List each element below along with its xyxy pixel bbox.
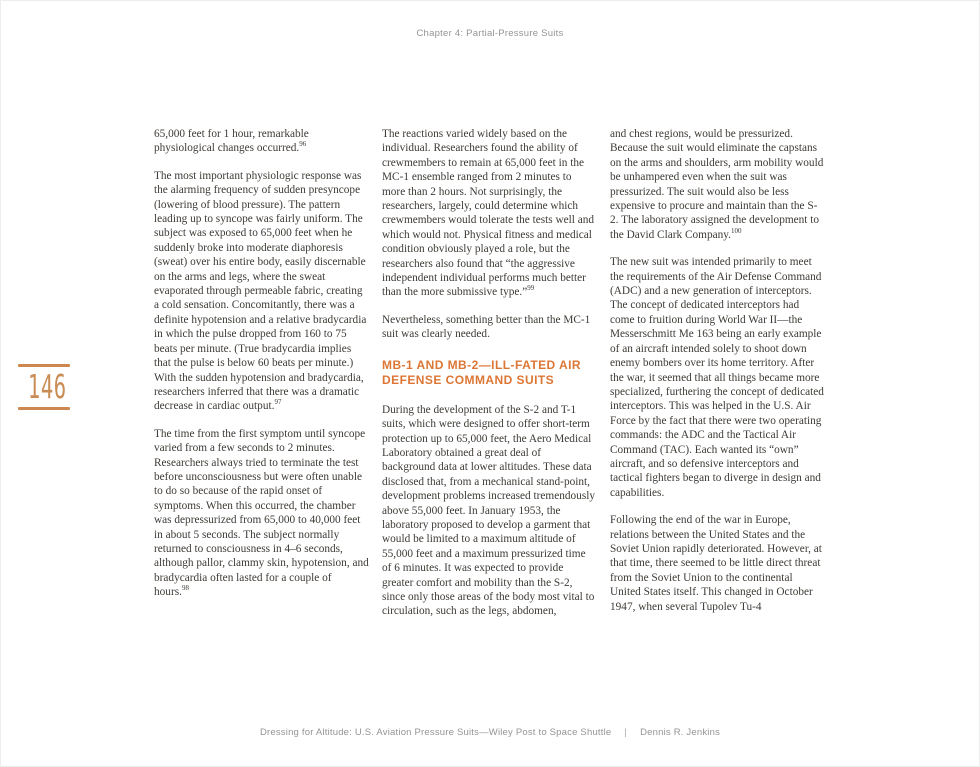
footnote-ref: 98 (181, 584, 189, 593)
footnote-ref: 100 (731, 227, 742, 236)
paragraph (154, 127, 369, 156)
paragraph (382, 127, 597, 300)
column-3 (610, 127, 825, 632)
footer-book-title: Dressing for Altitude: U.S. Aviation Pressure Suits—Wiley Post to Space Shuttle (259, 727, 612, 738)
paragraph (610, 513, 825, 614)
paragraph (382, 403, 597, 619)
paragraph-text: and chest regions, would be pressurized. Because the suit would eliminate the capstans on the arms and shoulders, arm mobility would be unhampered even when the suit was pressurized. The suit would also be less expensive to procure and maintain than the S-2. The laboratory assigned the development to the David Clark Company. (610, 128, 824, 241)
paragraph-text: The new suit was intended primarily to meet the requirements of the Air Defense Command (ADC) and a new generation of interceptors. The concept of dedicated interceptors had come to fruition during World War II—the Messerschmitt Me 163 being an early example of an aircraft intended solely to shoot down enemy bombers over its home territory. After the war, it seemed that all things became more specialized, furthering the concept of dedicated interceptors. This was helped in the U.S. Air Force by the fact that there were two operating commands: the ADC and the Tactical Air Command (TAC). Each wanted its “own” aircraft, and so defensive interceptors and tactical fighters began to diverge in design and capabilities. (610, 256, 824, 499)
paragraph-text: Following the end of the war in Europe, relations between the United States and the Soviet Union rapidly deteriorated. However, at that time, there seemed to be little direct threat from the Soviet Union to the continental United States itself. This changed in October 1947, when several Tupolev Tu-4 (610, 514, 822, 613)
paragraph-text: Nevertheless, something better than the MC-1 suit was clearly needed. (382, 313, 591, 341)
columns (154, 127, 826, 632)
paragraph-text: The time from the first symptom until syncope varied from a few seconds to 2 minutes. Researchers always tried to terminate the test before unconsciousness but were often unable to do so because of the rapid onset of symptoms. When this occurred, the chamber was depressurized from 65,000 to 40,000 feet in about 5 seconds. The subject normally returned to consciousness in 4–6 seconds, although pallor, clammy skin, hypotension, and bradycardia often lasted for a couple of hours. (154, 427, 369, 599)
column-1 (154, 127, 369, 632)
running-header: Chapter 4: Partial-Pressure Suits (416, 28, 564, 39)
footer-author: Dennis R. Jenkins (640, 727, 721, 738)
column-2 (382, 127, 597, 632)
page-number: 146 (27, 367, 67, 406)
footnote-ref: 97 (274, 398, 282, 407)
paragraph-text: The most important physiologic response was the alarming frequency of sudden presyncope (lowering of blood pressure). The pattern leading up to syncope was fairly uniform. The subject was exposed to 65,000 feet when he suddenly broke into moderate diaphoresis (sweat) over his entire body, easily discernable on the arms and legs, where the sweat evaporated through permeable fabric, creating a cold sensation. Concomitantly, there was a definite hypotension and a relative bradycardia in which the pulse dropped from 160 to 75 beats per minute. (True bradycardia implies that the pulse is below 60 beats per minute.) With the sudden hypotension and bradycardia, researchers inferred that there was a dramatic decrease in cardiac output. (154, 169, 367, 413)
paragraph (154, 169, 369, 414)
footer-separator: | (624, 727, 628, 738)
page-number-bottom-rule (18, 407, 70, 410)
paragraph-text: The reactions varied widely based on the individual. Researchers found the ability of crewmembers to remain at 65,000 feet in the MC-1 ensemble ranged from 2 minutes to more than 2 hours. Not surprisingly, the researchers, largely, could determine which crewmembers would tolerate the tests well and which would not. Physical fitness and medical condition obviously played a role, but the researchers also found that “the aggressive independent individual performs much better than the more submissive type.” (382, 128, 595, 299)
page-number-block (18, 364, 70, 410)
paragraph (610, 255, 825, 500)
section-heading-text: MB-1 AND MB-2—ILL-FATED AIR DEFENSE COMMAND SUITS (382, 357, 582, 388)
paragraph-text: During the development of the S-2 and T-1 suits, which were designed to offer short-term protection up to 65,000 feet, the Aero Medical Laboratory obtained a great deal of background data at lower altitudes. These data disclosed that, from a mechanical stand-point, development problems increased tremendously above 55,000 feet. In January 1953, the laboratory proposed to develop a garment that would be limited to a maximum altitude of 55,000 feet and a maximum pressurized time of 6 minutes. It was expected to provide greater comfort and mobility than the S-2, since only those areas of the body most vital to circulation, such as the legs, abdomen, (382, 403, 596, 618)
footnote-ref: 99 (527, 284, 535, 293)
running-footer (1, 727, 979, 738)
footnote-ref: 96 (299, 140, 307, 149)
paragraph (154, 427, 369, 600)
paragraph (382, 313, 597, 342)
section-heading (382, 358, 597, 389)
paragraph-text: 65,000 feet for 1 hour, remarkable physiological changes occurred. (154, 128, 309, 155)
paragraph (610, 127, 825, 242)
